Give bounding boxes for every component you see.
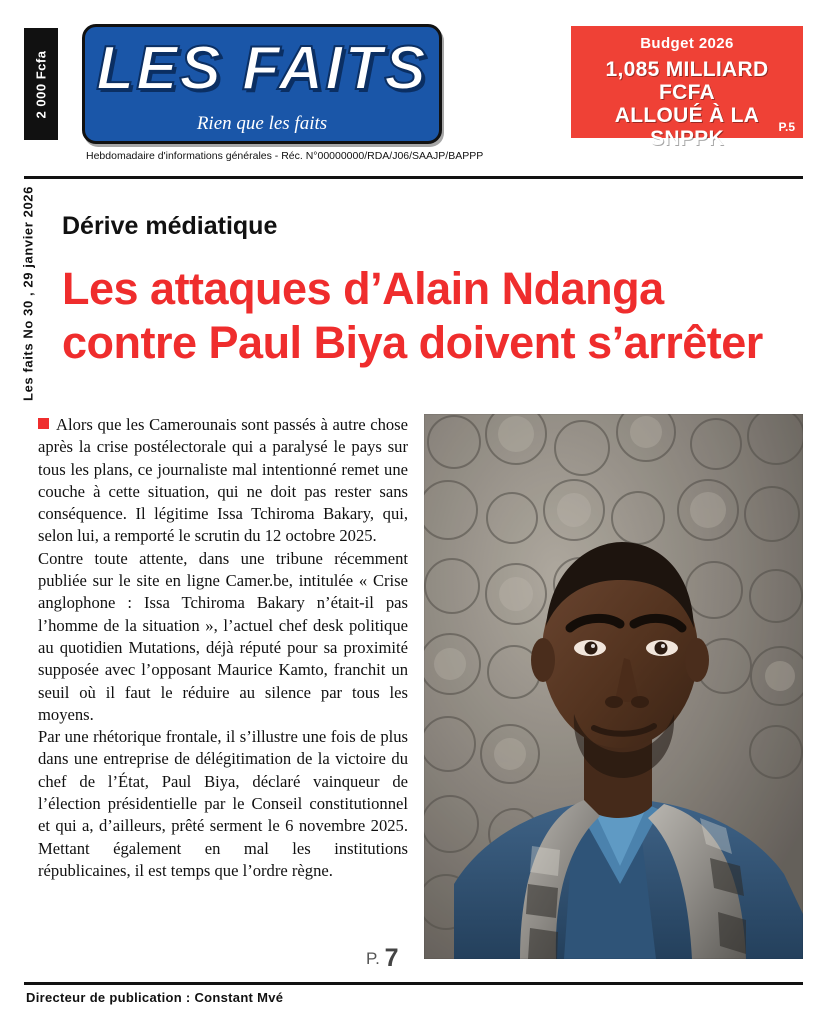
footer-credit: Directeur de publication : Constant Mvé xyxy=(26,990,284,1005)
promo-line-1: 1,085 MILLIARD FCFA xyxy=(605,58,769,104)
paragraph-1-text: Alors que les Camerounais sont passés à autre chose après la crise postélectorale qui a paralysé le pays sur tous les plans, ce journaliste mal intentionné remet une couche à cette situation, qui ne doit pas rester sans conséquence. Il légitime Issa Tchiroma Bakary, qui, selon lui, a remporté le scrutin du 12 octobre 2025. xyxy=(38,415,408,546)
article-page-ref xyxy=(366,944,399,973)
issue-strip xyxy=(14,186,42,410)
paragraph-3: Par une rhétorique frontale, il s’illustre une fois de plus dans une entreprise de délégitimation de la victoire du chef de l’État, Paul Biya, déclaré vainqueur de l’élection présidentielle par le Conseil constitutionnel et qui a, d’ailleurs, prêté serment le 6 novembre 2025. Mettant également en mal les institutions républicaines, il est temps que l’ordre règne. xyxy=(38,727,408,880)
promo-page-ref: P.5 xyxy=(778,120,795,134)
logo-title: LES FAITS xyxy=(96,34,428,103)
masthead-logo xyxy=(82,24,442,144)
promo-kicker: Budget 2026 xyxy=(640,35,734,52)
article-body xyxy=(38,414,408,882)
article-photo xyxy=(424,414,803,959)
footer-divider xyxy=(24,982,803,985)
masthead-divider xyxy=(24,176,803,179)
paragraph-1 xyxy=(38,414,408,548)
logo-slogan: Rien que les faits xyxy=(196,113,328,134)
promo-line-2: ALLOUÉ À LA SNPPK xyxy=(614,104,760,150)
promo-teaser[interactable] xyxy=(571,26,803,150)
legal-notice: Hebdomadaire d'informations générales - Réc. N°00000000/RDA/J06/SAAJP/BAPPP xyxy=(86,150,484,162)
page-title: Les attaques d’Alain Ndanga contre Paul Biya doivent s’arrêter xyxy=(62,263,763,368)
article-kicker: Dérive médiatique xyxy=(62,212,278,240)
price-badge xyxy=(24,28,58,140)
price-label: 2 000 Fcfa xyxy=(33,50,49,118)
issue-strip-label: Les faits No 30 , 29 janvier 2026 xyxy=(20,186,36,401)
lead-square-icon xyxy=(38,418,49,429)
article-page-number: 7 xyxy=(384,944,399,972)
paragraph-2: Contre toute attente, dans une tribune récemment publiée sur le site en ligne Camer.be, intitulée « Crise anglophone : Issa Tchiroma Bakary n’était-il pas l’homme de la situation », l’actuel chef desk politique au quotidien Mutations, déjà réputé pour sa proximité supposée avec l’opposant Maurice Kamto, franchit un seuil où il faut le réduire au silence par tous les moyens. xyxy=(38,548,408,724)
article-page-label: P. xyxy=(366,949,380,968)
